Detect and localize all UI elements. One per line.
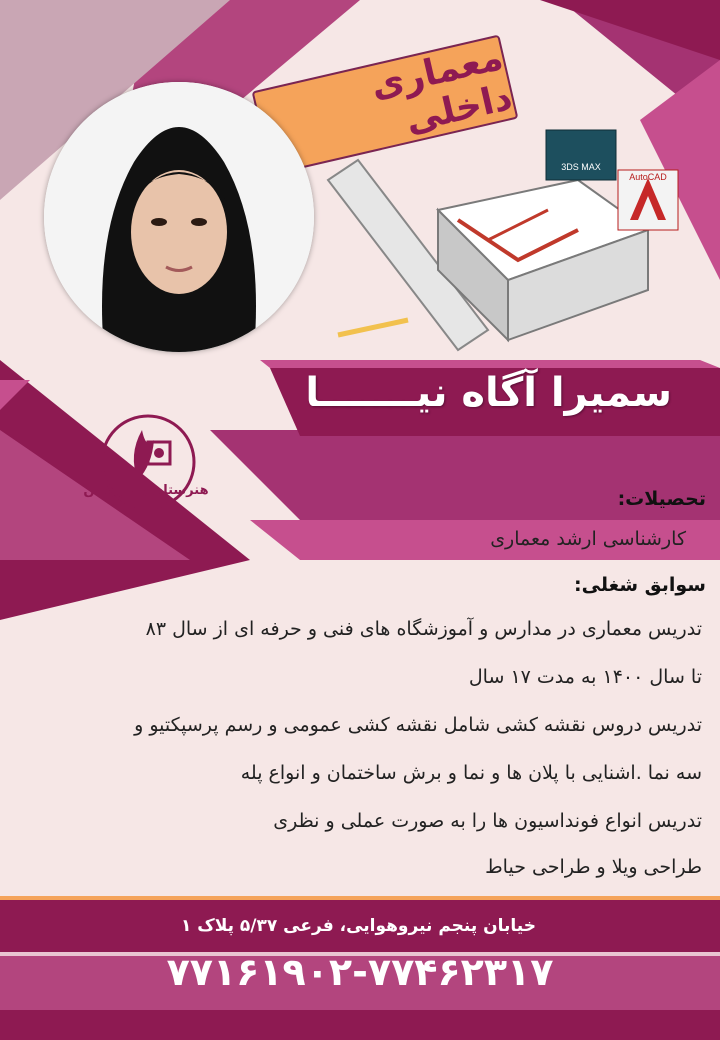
school-logo-icon [86,410,210,520]
autocad-logo-label: AutoCAD [629,172,667,182]
address-text: خیابان پنجم نیروهوایی، فرعی ۵/۳۷ پلاک ۱ [180,916,536,936]
education-value: کارشناسی ارشد معماری [490,528,686,550]
experience-line: تدریس معماری در مدارس و آموزشگاه های فنی و حرفه ای از سال ۸۳ [145,618,702,640]
person-name: سمیرا آگاه نیـــــــا [305,370,672,416]
phone-numbers: ۷۷۱۶۱۹۰۲-۷۷۴۶۲۳۱۷ [166,950,554,994]
experience-line: سه نما .اشنایی با پلان ها و نما و برش ساختمان و انواع پله [240,762,702,784]
person-avatar [44,82,314,352]
school-logo-text: هنرستان راه روشن [83,483,209,498]
architecture-illustration [318,120,698,370]
experience-line: طراحی ویلا و طراحی حیاط [485,856,702,878]
3dsmax-logo-label: 3DS MAX [561,162,601,172]
experience-line: تا سال ۱۴۰۰ به مدت ۱۷ سال [468,666,702,688]
education-heading: تحصیلات: [617,488,706,510]
experience-heading: سوابق شغلی: [574,574,706,596]
experience-line: تدریس انواع فونداسیون ها را به صورت عملی و نظری [273,810,702,832]
specialty-badge-text: معماری داخلی [367,36,517,142]
profile-photo [44,82,314,352]
experience-line: تدریس دروس نقشه کشی شامل نقشه کشی عمومی و رسم پرسپکتیو و [134,714,702,736]
